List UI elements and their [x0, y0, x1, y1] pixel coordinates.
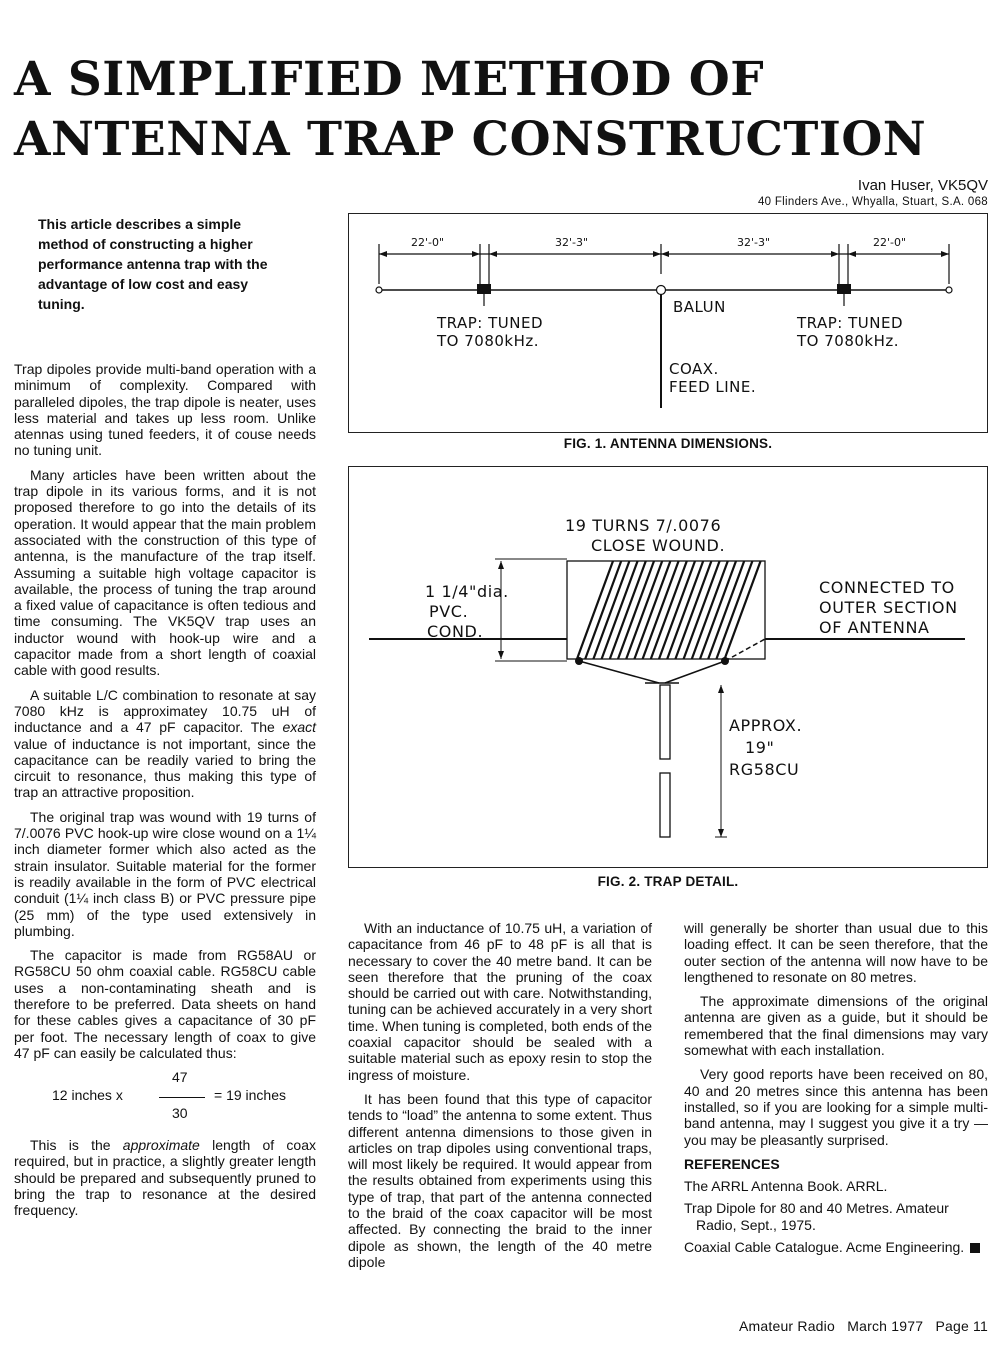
paragraph: With an inductance of 10.75 uH, a variation of capacitance from 46 pF to 48 pF is all that is necessary to cover the 40 metre band. It can be seen therefore that the pruning of the coax should be carried out with care. Notwithstanding, tuning can be achieved accurately in a very short time. When tuning is completed, both ends of the coaxial capacitor should be sealed with a suitable material such as epoxy resin to stop the ingress of moisture. — [348, 920, 652, 1083]
connection-label-1: CONNECTED TO — [819, 578, 955, 597]
fraction-bar — [159, 1097, 205, 1098]
connection-label-2: OUTER SECTION — [819, 598, 958, 617]
approx-label-2: 19" — [745, 738, 775, 757]
balun-label: BALUN — [673, 298, 726, 316]
paragraph: will generally be shorter than usual due to this loading effect. It can be seen therefore, that the outer section of the antenna will now have to be lengthened to resonate on 80 metres. — [684, 920, 988, 985]
references-heading: REFERENCES — [684, 1155, 780, 1172]
figure-2-caption: FIG. 2. TRAP DETAIL. — [597, 874, 739, 889]
dim-label-2: 32'-3" — [555, 236, 589, 249]
diameter-label-1: 1 1/4"dia. — [425, 582, 509, 601]
magazine-name: Amateur Radio — [738, 1318, 835, 1334]
trap-diagram — [349, 467, 989, 869]
diameter-label-3: COND. — [427, 622, 484, 641]
paragraph: The capacitor is made from RG58AU or RG58CU 50 ohm coaxial cable. RG58CU cable uses a non-contaminating sheath and is therefore to be preferred. Data sheets on hand for these cables gives a capacitance of 30 pF per foot. The necessary length of coax to give 47 pF can easily be calculated thus: — [14, 947, 316, 1061]
page-footer — [739, 1318, 988, 1334]
reference-item: Coaxial Cable Catalogue. Acme Engineering. — [684, 1239, 988, 1255]
coax-label-2: FEED LINE. — [669, 378, 757, 396]
title-line-1: A SIMPLIFIED METHOD OF — [14, 52, 765, 107]
antenna-diagram — [349, 214, 989, 434]
author-block — [758, 176, 988, 210]
dim-label-4: 22'-0" — [873, 236, 907, 249]
figure-1-antenna-dimensions — [348, 213, 988, 433]
paragraph: Very good reports have been received on 80, 40 and 20 metres since this antenna has been installed, so if you are looking for a simple multi-band antenna, may I suggest you give it a try — you may be pleasantly surprised. — [684, 1066, 988, 1148]
figure-2-trap-detail — [348, 466, 988, 868]
equation-numerator: 47 — [172, 1069, 188, 1086]
paragraph: The approximate dimensions of the original antenna are given as a guide, but it should be remembered that the final dimensions may vary somewhat with each installation. — [684, 993, 988, 1059]
column-2 — [348, 920, 652, 1278]
end-of-article-mark — [970, 1243, 980, 1253]
author-address: 40 Flinders Ave., Whyalla, Stuart, S.A. 068 — [757, 196, 988, 208]
article-title — [14, 50, 994, 170]
paragraph: It has been found that this type of capacitor tends to “load” the antenna to some extent. Thus different antenna dimensions to those given in articles on trap dipoles using conventional traps, will most likely be required. It would appear from the results obtained from experiments using this type of trap, that part of the antenna connected to the braid of the coax capacitor will be most affected. By connecting the braid to the inner dipole as shown, the length of the 40 metre dipole — [348, 1090, 652, 1270]
dim-label-3: 32'-3" — [737, 236, 771, 249]
article-abstract: This article describes a simple method of constructing a higher performance antenna trap with the advantage of low cost and easy tuning. — [38, 216, 268, 312]
connection-label-3: OF ANTENNA — [819, 618, 930, 637]
figure-1-caption: FIG. 1. ANTENNA DIMENSIONS. — [563, 436, 773, 451]
coax-label-1: COAX. — [669, 360, 719, 378]
page-number: Page 11 — [935, 1318, 988, 1334]
paragraph: The original trap was wound with 19 turns of 7/.0076 PVC hook-up wire close wound on a 1¼ inch diameter former which also acted as the strain insulator. Suitable material for the former is readily available in the form of PVC electrical conduit (1¼ inch class B) or PVC pressure pipe (25 mm) of the type used extensively in plumbing. — [14, 808, 316, 939]
issue-date: March 1977 — [847, 1318, 924, 1334]
dim-label-1: 22'-0" — [411, 236, 445, 249]
title-line-2: ANTENNA TRAP CONSTRUCTION — [14, 112, 927, 167]
paragraph: Trap dipoles provide multi-band operation with a minimum of complexity. Compared with paralleled dipoles, the trap dipole is neater, uses less material and takes up less room. Unlike atennas using tuned feeders, it of couse needs no tuning unit. — [14, 361, 316, 459]
paragraph: Many articles have been written about the trap dipole in its various forms, and it is not proposed therefore to go into the details of its operation. It would appear that the main problem associated with the construction of this type of antenna, is the manufacture of the trap itself. Assuming a suitable high voltage capacitor is available, the process of tuning the trap around a fixed value of capacitance is often tedious and time consuming. The VK5QV trap uses an inductor wound with hook-up wire and a capacitor made from a short length of coaxial cable with good results. — [14, 466, 316, 679]
turns-label-2: CLOSE WOUND. — [591, 536, 726, 555]
trap-left-label-1: TRAP: TUNED — [437, 314, 543, 332]
turns-label-1: 19 TURNS 7/.0076 — [565, 516, 722, 535]
author-name: Ivan Huser, VK5QV — [857, 177, 988, 194]
equation-denominator: 30 — [172, 1105, 188, 1122]
trap-right-label-1: TRAP: TUNED — [797, 314, 903, 332]
trap-right-label-2: TO 7080kHz. — [797, 332, 900, 350]
diameter-label-2: PVC. — [429, 602, 469, 621]
approx-label-3: RG58CU — [729, 760, 800, 779]
paragraph: A suitable L/C combination to resonate at say 7080 kHz is approximatey 10.75 uH of inductance and a 47 pF capacitor. The exact value of inductance is not important, since the capacitance can be readily varied to bring the circuit to resonance, thus making this type of trap an attractive proposition. — [14, 686, 316, 801]
equation-left: 12 inches x — [52, 1087, 123, 1104]
paragraph: This is the approximate length of coax required, but in practice, a slightly greater length should be prepared and subsequently pruned to bring the trap to resonance at the desired frequency. — [14, 1137, 316, 1219]
column-3 — [684, 920, 988, 1261]
reference-item: The ARRL Antenna Book. ARRL. — [684, 1178, 888, 1195]
coax-length-equation — [14, 1069, 316, 1127]
trap-left-label-2: TO 7080kHz. — [437, 332, 540, 350]
reference-item: Trap Dipole for 80 and 40 Metres. Amateur Radio, Sept., 1975. — [684, 1200, 949, 1233]
equation-right: = 19 inches — [214, 1087, 286, 1104]
coil-windings — [577, 561, 761, 659]
approx-label-1: APPROX. — [729, 716, 803, 735]
column-1 — [14, 361, 316, 1227]
